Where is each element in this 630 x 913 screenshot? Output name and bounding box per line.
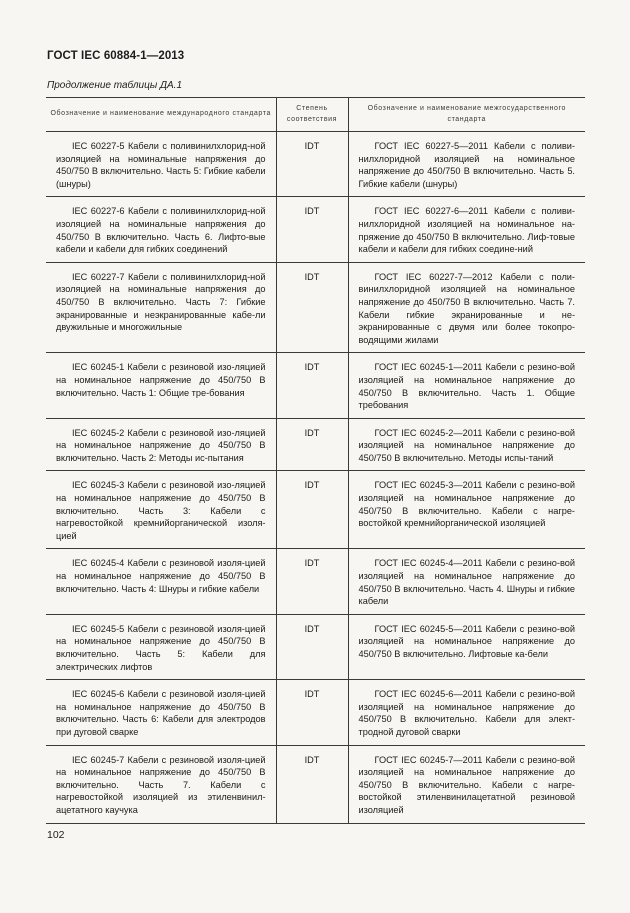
degree-cell: IDT (276, 471, 348, 549)
table-row (46, 197, 585, 262)
international-standard-cell: IEC 60245-3 Кабели с резиновой изо-ляцией на номинальное напряжение до 450/750 В включительно. Часть 3: Кабели с нагревостойкой кремнийорганической изоля-цией (46, 471, 276, 549)
table-row (46, 132, 585, 197)
degree-cell: IDT (276, 549, 348, 614)
table-row (46, 471, 585, 549)
international-standard-cell: IEC 60245-4 Кабели с резиновой изоля-цией на номинальное напряжение до 450/750 В включительно. Часть 4: Шнуры и гибкие кабели (46, 549, 276, 614)
column-header-interstate: Обозначение и наименование межгосударственного стандарта (348, 98, 585, 132)
standards-table (46, 97, 585, 824)
interstate-standard-cell: ГОСТ IEC 60227-5—2011 Кабели с поливи-нилхлоридной изоляцией на номинальное напряжение до 450/750 В включительно. Часть 5. Гибкие кабели (шнуры) (348, 132, 585, 197)
table-caption: Продолжение таблицы ДА.1 (47, 80, 183, 91)
international-standard-cell: IEC 60227-5 Кабели с поливинилхлорид-ной изоляцией на номинальные напряжения до 450/750 В включительно. Часть 5: Гибкие кабели (шнуры) (46, 132, 276, 197)
interstate-standard-cell: ГОСТ IEC 60245-7—2011 Кабели с резино-вой изоляцией на номинальное напряжение до 450/750 В включительно. Кабели с нагре-востойкой этиленвинилацетатной резиновой изоляцией (348, 745, 585, 823)
international-standard-cell: IEC 60245-2 Кабели с резиновой изо-ляцией на номинальное напряжение до 450/750 В включительно. Часть 2: Методы ис-пытания (46, 418, 276, 471)
degree-cell: IDT (276, 197, 348, 262)
international-standard-cell: IEC 60245-6 Кабели с резиновой изоля-цией на номинальное напряжение до 450/750 В включительно. Часть 6: Кабели для электродов при дуговой сварке (46, 680, 276, 745)
interstate-standard-cell: ГОСТ IEC 60245-6—2011 Кабели с резино-вой изоляцией на номинальное напряжение до 450/750 В включительно. Кабели для элект-тродной дуговой сварки (348, 680, 585, 745)
degree-cell: IDT (276, 418, 348, 471)
international-standard-cell: IEC 60227-6 Кабели с поливинилхлорид-ной изоляцией на номинальные напряжения до 450/750 В включительно. Часть 6. Лифто-вые кабели и кабели для гибких соединений (46, 197, 276, 262)
table-row (46, 418, 585, 471)
table-row (46, 353, 585, 418)
degree-cell: IDT (276, 614, 348, 679)
interstate-standard-cell: ГОСТ IEC 60227-6—2011 Кабели с поливи-нилхлоридной изоляцией на номинальное на-пряжение до 450/750 В включительно. Лиф-товые кабели и кабели для гибких соедине-ний (348, 197, 585, 262)
interstate-standard-cell: ГОСТ IEC 60227-7—2012 Кабели с поли-винилхлоридной изоляцией на номинальное напряжение до 450/750 В включительно. Часть 7. Кабели гибкие экранированные и не-экранированные с двумя или более токопро-водящими жилами (348, 262, 585, 353)
column-header-international: Обозначение и наименование международного стандарта (46, 98, 276, 132)
degree-cell: IDT (276, 262, 348, 353)
international-standard-cell: IEC 60227-7 Кабели с поливинилхлорид-ной изоляцией на номинальные напряжения до 450/750 В включительно. Часть 7: Гибкие экранированные и неэкранированные кабе-ли двужильные и многожильные (46, 262, 276, 353)
column-header-degree: Степень соответствия (276, 98, 348, 132)
degree-cell: IDT (276, 680, 348, 745)
interstate-standard-cell: ГОСТ IEC 60245-2—2011 Кабели с резино-вой изоляцией на номинальное напряжение до 450/750 В включительно. Методы испы-таний (348, 418, 585, 471)
interstate-standard-cell: ГОСТ IEC 60245-3—2011 Кабели с резино-вой изоляцией на номинальное напряжение до 450/750 В включительно. Кабели с нагре-востойкой кремнийорганической изоляцией (348, 471, 585, 549)
table-header-row (46, 98, 585, 132)
interstate-standard-cell: ГОСТ IEC 60245-1—2011 Кабели с резино-вой изоляцией на номинальное напряжение до 450/750 В включительно. Часть 1. Общие требования (348, 353, 585, 418)
table-row (46, 614, 585, 679)
document-title: ГОСТ IEC 60884-1—2013 (47, 50, 185, 62)
table-row (46, 745, 585, 823)
table-row (46, 262, 585, 353)
international-standard-cell: IEC 60245-5 Кабели с резиновой изоля-цией на номинальное напряжение до 450/750 В включительно. Часть 5: Кабели для электрических лифтов (46, 614, 276, 679)
interstate-standard-cell: ГОСТ IEC 60245-5—2011 Кабели с резино-вой изоляцией на номинальное напряжение до 450/750 В включительно. Лифтовые ка-бели (348, 614, 585, 679)
page-number: 102 (47, 829, 65, 841)
interstate-standard-cell: ГОСТ IEC 60245-4—2011 Кабели с резино-вой изоляцией на номинальное напряжение до 450/750 В включительно. Часть 4. Шнуры и гибкие кабели (348, 549, 585, 614)
degree-cell: IDT (276, 353, 348, 418)
table-row (46, 680, 585, 745)
international-standard-cell: IEC 60245-7 Кабели с резиновой изоля-цией на номинальное напряжение до 450/750 В включительно. Часть 7. Кабели с нагревостойкой изоляцией из этиленвинил-ацетатного каучука (46, 745, 276, 823)
international-standard-cell: IEC 60245-1 Кабели с резиновой изо-ляцией на номинальное напряжение до 450/750 В включительно. Часть 1: Общие тре-бования (46, 353, 276, 418)
degree-cell: IDT (276, 132, 348, 197)
degree-cell: IDT (276, 745, 348, 823)
table-row (46, 549, 585, 614)
